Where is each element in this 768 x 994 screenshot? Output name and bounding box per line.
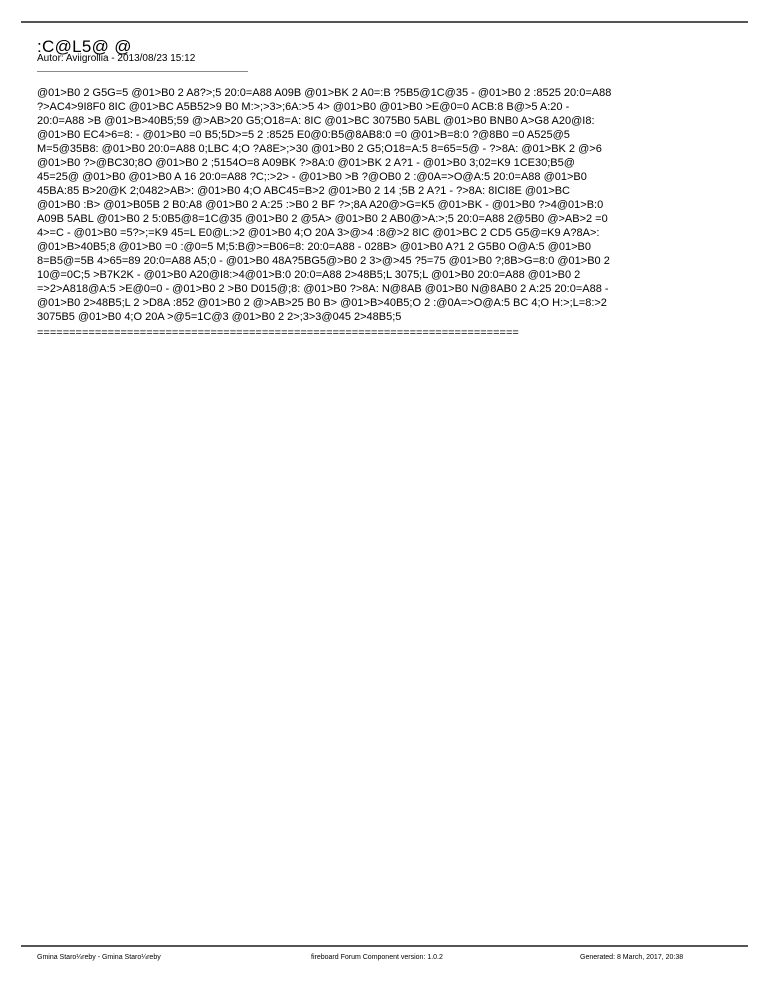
body-line: @01>B>40B5;8 @01>B0 =0 :@0=5 M;5:B@>=B06=8: 20:0=A88 - 028B> @01>B0 A?1 2 G5B0 O@A:5 @01>B0 [37, 241, 591, 253]
body-line: @01>B0 EC4>6=8: - @01>B0 =0 B5;5D>=5 2 :8525 E0@0:B5@8AB8:0 =0 @01>B=8:0 ?@8B0 =0 A525@5 [37, 129, 570, 141]
footer-generated: Generated: 8 March, 2017, 20:38 [580, 954, 684, 961]
body-line: 20:0=A88 >B @01>B>40B5;59 @>AB>20 G5;O18=A: 8IC @01>BC 3075B0 5ABL @01>B0 BNB0 A>G8 A20@I8: [37, 115, 595, 127]
top-rule [21, 21, 748, 23]
body-line: A09B 5ABL @01>B0 2 5:0B5@8=1C@35 @01>B0 2 @5A> @01>B0 2 AB0@>A:>;5 20:0=A88 2@5B0 @>AB>2 =0 [37, 213, 608, 225]
body-line: @01>B0 2 G5G=5 @01>B0 2 A8?>;5 20:0=A88 A09B @01>BK 2 A0=:B ?5B5@1C@35 - @01>B0 2 :8525 20:0=A88 [37, 87, 612, 99]
post-title: :C@L5@ @ [37, 37, 132, 56]
body-line: 45=25@ @01>B0 @01>B0 A 16 20:0=A88 ?C;:>2> - @01>B0 >B ?@OB0 2 :@0A=>O@A:5 20:0=A88 @01>B0 [37, 171, 587, 183]
footer-site: Gmina Staro¼reby - Gmina Staro¼reby [37, 954, 161, 961]
body-line: 10@=0C;5 >B7K2K - @01>B0 A20@I8:>4@01>B:0 20:0=A88 2>48B5;L 3075;L @01>B0 20:0=A88 @01>B0 2 [37, 269, 581, 281]
body-line: 45BA:85 B>20@K 2;0482>AB>: @01>B0 4;O ABC45=B>2 @01>B0 2 14 ;5B 2 A?1 - ?>8A: 8ICI8E @01>BC [37, 185, 571, 197]
title-underline [37, 71, 248, 72]
body-line: @01>B0 2>48B5;L 2 >D8A :852 @01>B0 2 @>AB>25 B0 B> @01>B>40B5;O 2 :@0A=>O@A:5 BC 4;O H:>;L=8:>2 [37, 297, 607, 309]
body-line: @01>B0 :B> @01>B05B 2 B0:A8 @01>B0 2 A:25 :>B0 2 BF ?>;8A A20@>G=K5 @01>BK - @01>B0 ?>4@01>B:0 [37, 199, 604, 211]
footer-component: fireboard Forum Component version: 1.0.2 [311, 954, 443, 961]
body-line: M=5@35B8: @01>B0 20:0=A88 0;LBC 4;O ?A8E>;>30 @01>B0 2 G5;O18=A:5 8=65=5@ - ?>8A: @01>BK 2 @>6 [37, 143, 602, 155]
body-line: 3075B5 @01>B0 4;O 20A >@5=1C@3 @01>B0 2 2>;3>3@045 2>48B5;5 [37, 311, 402, 323]
body-line: ?>AC4>9I8F0 8IC @01>BC A5B52>9 B0 M:>;>3>;6A:>5 4> @01>B0 @01>B0 >E@0=0 ACB:8 B@>5 A:20 - [37, 101, 570, 113]
bottom-rule [21, 945, 748, 947]
body-line: 4>=C - @01>B0 =5?>;=K9 45=L E0@L:>2 @01>B0 4;O 20A 3>@>4 :8@>2 8IC @01>BC 2 CD5 G5@=K9 A?8A>: [37, 227, 600, 239]
post-author-line: Autor: Aviigrollia - 2013/08/23 15:12 [37, 53, 196, 64]
body-line: 8=B5@=5B 4>65=89 20:0=A88 A5;0 - @01>B0 48A?5BG5@>B0 2 3>@>45 ?5=75 @01>B0 ?;8B>G=8:0 @01>B0 2 [37, 255, 610, 267]
post-separator: =========================================================================== [37, 327, 519, 339]
body-line: =>2>A818@A:5 >E@0=0 - @01>B0 2 >B0 D015@;8: @01>B0 ?>8A: N@8AB @01>B0 N@8AB0 2 A:25 20:0=A88 - [37, 283, 609, 295]
post-body [37, 86, 737, 324]
body-line: @01>B0 ?>@BC30;8O @01>B0 2 ;5154O=8 A09BK ?>8A:0 @01>BK 2 A?1 - @01>B0 3;02=K9 1CE30;B5@ [37, 157, 575, 169]
